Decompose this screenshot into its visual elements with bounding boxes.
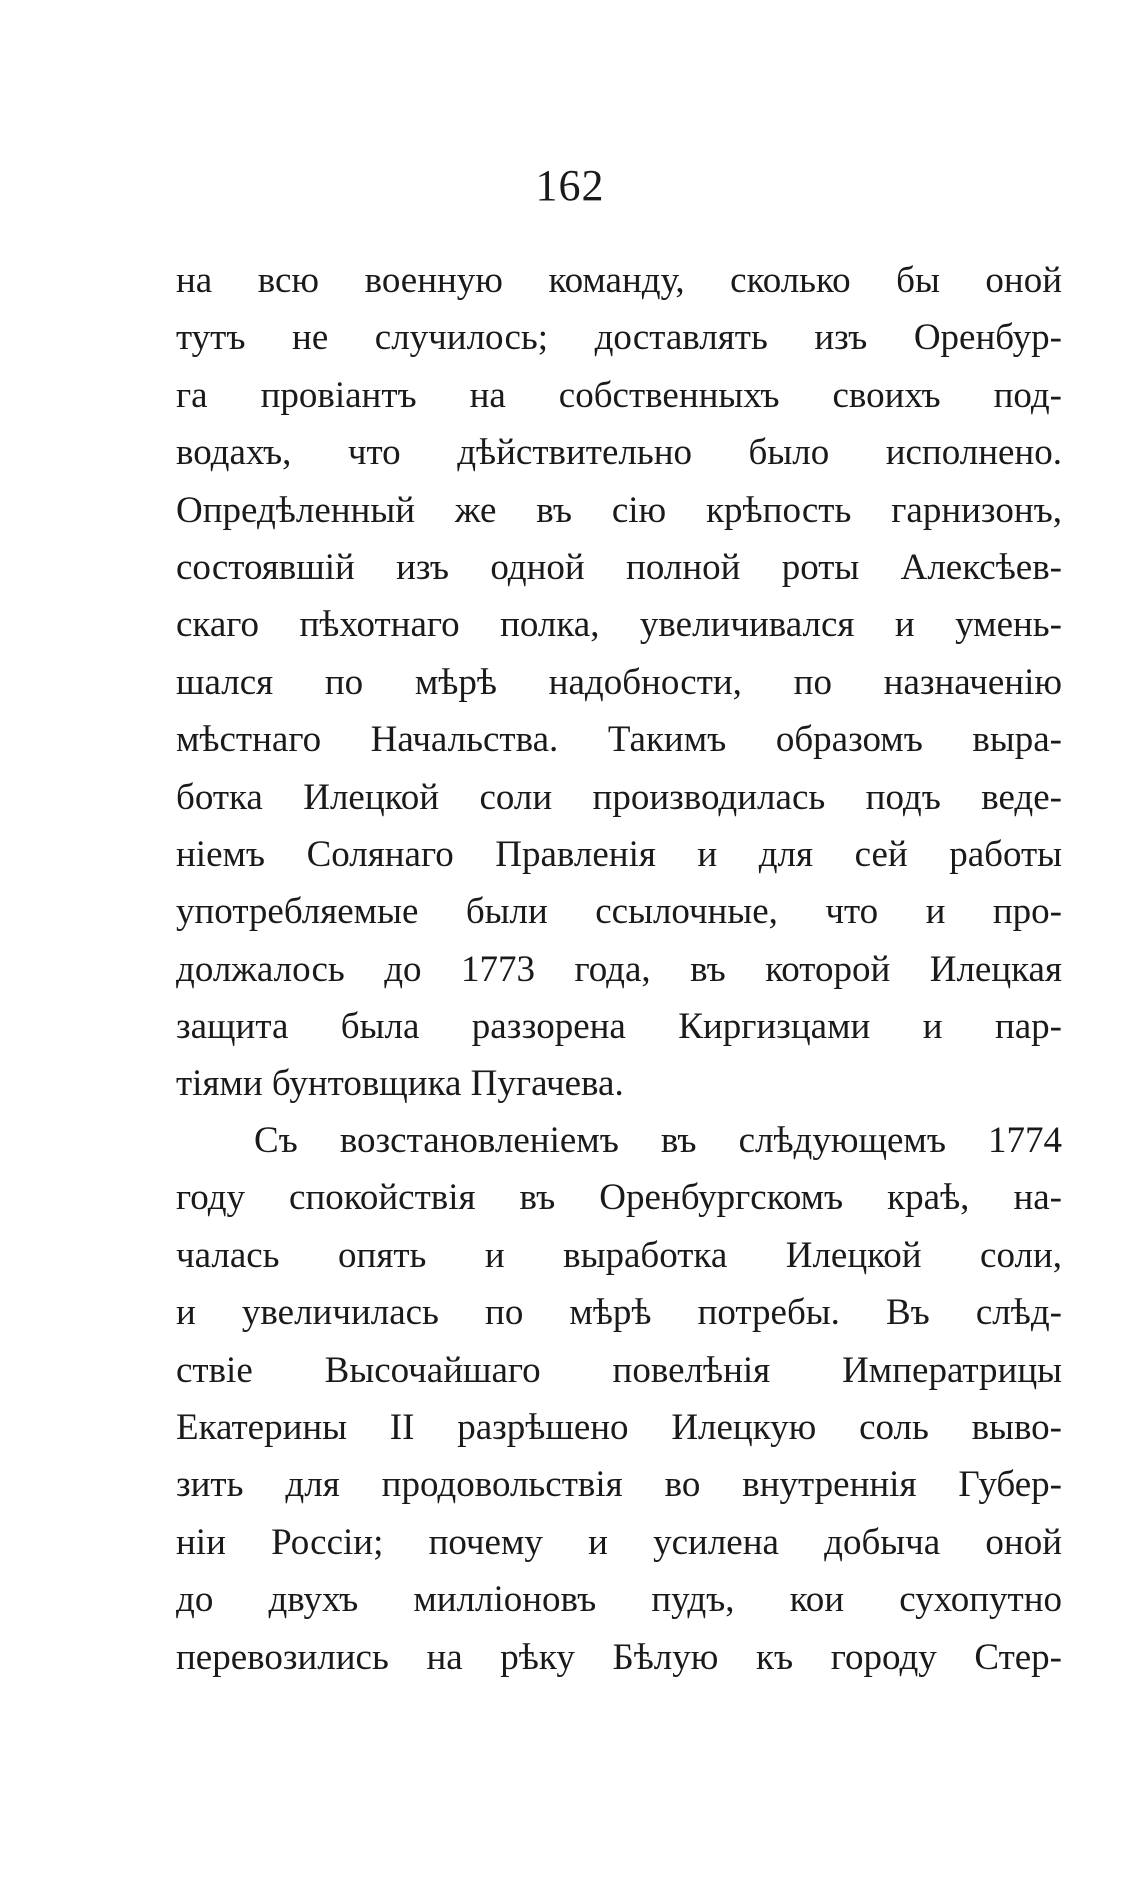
text-line: тутъ не случилось; доставлять изъ Оренбур- bbox=[176, 317, 1062, 359]
text-line: тiями бунтовщика Пугачева. bbox=[176, 1063, 624, 1105]
text-line: Опредѣленный же въ сiю крѣпость гарнизонъ, bbox=[176, 489, 1062, 531]
text-line: Екатерины II разрѣшено Илецкую соль выво- bbox=[176, 1406, 1062, 1448]
text-line: должалось до 1773 года, въ которой Илецкая bbox=[176, 948, 1062, 990]
text-line: ботка Илецкой соли производилась подъ веде- bbox=[176, 776, 1062, 818]
text-line: нiи Россiи; почему и усилена добыча оной bbox=[176, 1521, 1062, 1563]
text-line: и увеличилась по мѣрѣ потребы. Въ слѣд- bbox=[176, 1292, 1062, 1334]
text-line: шался по мѣрѣ надобности, по назначенiю bbox=[176, 661, 1062, 703]
text-line: чалась опять и выработка Илецкой соли, bbox=[176, 1234, 1062, 1276]
text-line: перевозились на рѣку Бѣлую къ городу Стер- bbox=[176, 1636, 1062, 1678]
text-line: зить для продовольствiя во внутреннiя Губер- bbox=[176, 1464, 1062, 1506]
text-line: га провiантъ на собственныхъ своихъ под- bbox=[176, 374, 1062, 416]
text-line: нiемъ Солянаго Правленiя и для сей работы bbox=[176, 833, 1062, 875]
text-line: Съ возстановленiемъ въ слѣдующемъ 1774 bbox=[254, 1120, 1062, 1161]
text-line: ствiе Высочайшаго повелѣнiя Императрицы bbox=[176, 1349, 1062, 1391]
text-line: скаго пѣхотнаго полка, увеличивался и умень- bbox=[176, 604, 1062, 646]
text-line: состоявшiй изъ одной полной роты Алексѣев- bbox=[176, 546, 1062, 588]
text-line: защита была раззорена Киргизцами и пар- bbox=[176, 1006, 1062, 1048]
paragraph-1 bbox=[176, 252, 1062, 1113]
text-line: мѣстнаго Начальства. Такимъ образомъ выра- bbox=[176, 719, 1062, 761]
paragraph-2 bbox=[176, 1112, 1062, 1686]
text-line: году спокойствiя въ Оренбургскомъ краѣ, на- bbox=[176, 1177, 1062, 1219]
text-line: на всю военную команду, сколько бы оной bbox=[176, 260, 1062, 301]
text-line: водахъ, что дѣйствительно было исполнено. bbox=[176, 432, 1062, 474]
text-line: употребляемые были ссылочные, что и про- bbox=[176, 891, 1062, 933]
page-number: 162 bbox=[535, 161, 605, 210]
text-line: до двухъ миллiоновъ пудъ, кои сухопутно bbox=[176, 1579, 1062, 1621]
